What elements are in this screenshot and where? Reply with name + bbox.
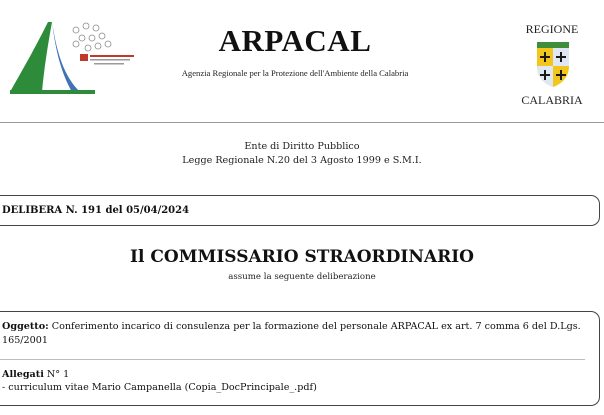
commissario-title: Il COMMISSARIO STRAORDINARIO [130, 247, 474, 267]
oggetto-box [0, 311, 600, 406]
oggetto-paragraph [2, 320, 587, 348]
oggetto-divider [0, 359, 585, 360]
commissario-subtitle: assume la seguente deliberazione [228, 272, 376, 282]
ente-line-1: Ente di Diritto Pubblico [244, 141, 360, 152]
calabria-shield-emblem [533, 40, 573, 88]
delibera-box [0, 195, 600, 226]
allegati-count: N° 1 [46, 369, 70, 380]
arpacal-logo [2, 14, 152, 100]
oggetto-text: Conferimento incarico di consulenza per la formazione del personale ARPACAL ex art. 7 comma 6 del D.Lgs. 165/2001 [2, 321, 581, 346]
allegati-label: Allegati [2, 369, 44, 380]
org-title: ARPACAL [218, 23, 372, 58]
delibera-number: DELIBERA N. 191 del 05/04/2024 [2, 205, 190, 216]
region-label-top: REGIONE [525, 22, 579, 36]
allegati-item: - curriculum vitae Mario Campanella (Copia_DocPrincipale_.pdf) [2, 382, 317, 393]
region-label-bottom: CALABRIA [521, 93, 583, 107]
oggetto-label: Oggetto: [2, 321, 49, 332]
ente-line-2: Legge Regionale N.20 del 3 Agosto 1999 e S.M.I. [182, 155, 422, 166]
org-subtitle: Agenzia Regionale per la Protezione dell'Ambiente della Calabria [181, 68, 409, 78]
allegati-block [2, 368, 587, 394]
header-divider [0, 122, 604, 123]
